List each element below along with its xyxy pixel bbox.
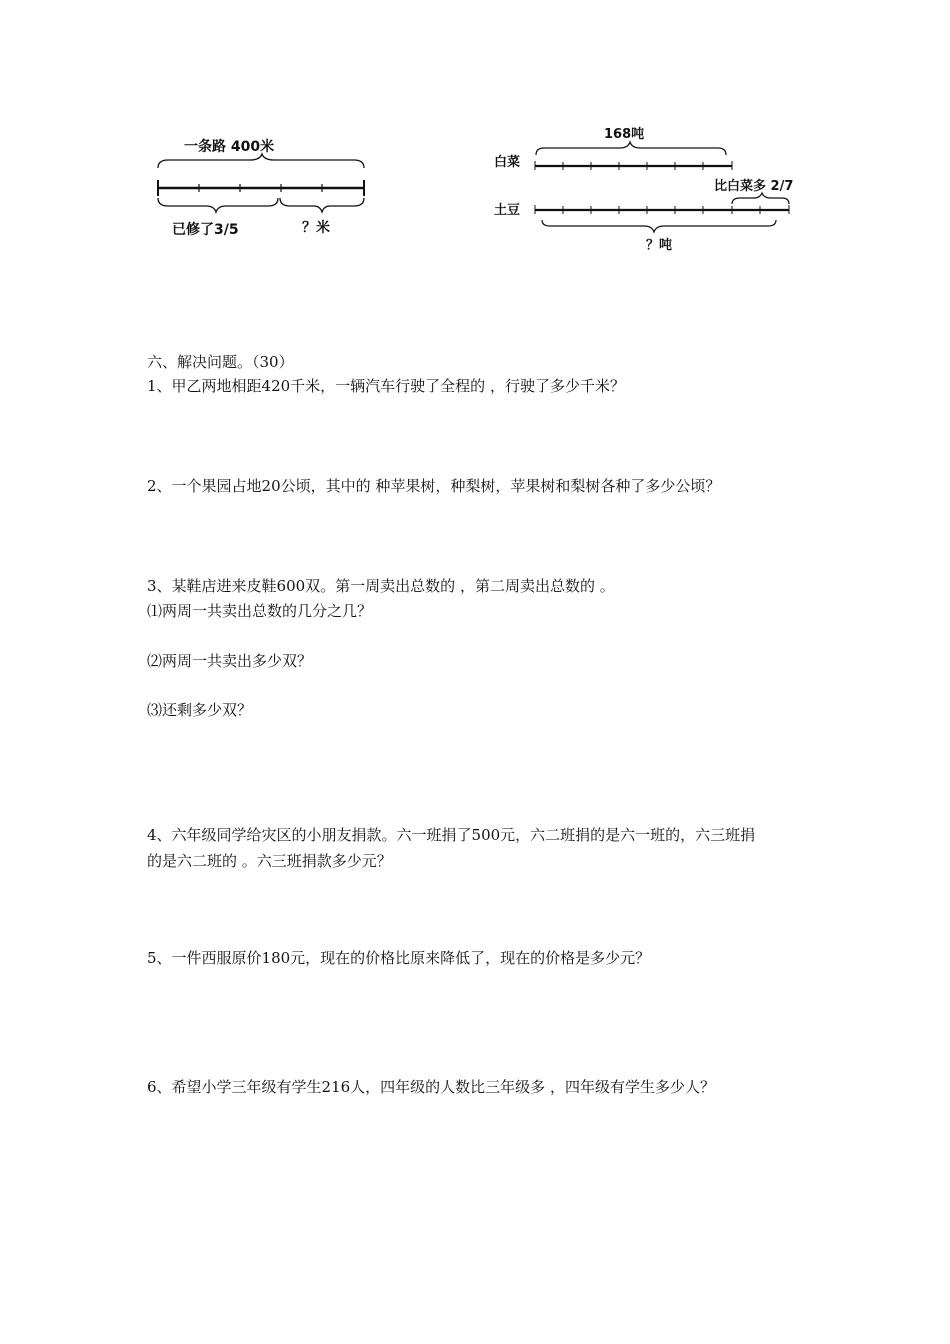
road-done-label: 已修了3/5: [172, 222, 239, 238]
road-rest-brace: [280, 198, 364, 212]
road-diagram-svg: [150, 128, 380, 243]
vegetable-diagram: [492, 118, 822, 258]
more-label: 比白菜多 2/7: [714, 179, 794, 194]
more-brace: [732, 193, 789, 204]
question-4-line-1: 4、六年级同学给灾区的小朋友捐款。六一班捐了500元，六二班捐的是六一班的，六三班捐: [147, 826, 756, 844]
cabbage-label: 白菜: [494, 155, 521, 170]
question-6: 6、希望小学三年级有学生216人，四年级的人数比三年级多 ，四年级有学生多少人？: [147, 1078, 715, 1096]
section-heading: 六、解决问题。（30）: [147, 353, 294, 371]
road-top-brace: [158, 154, 364, 168]
cabbage-brace: [536, 142, 726, 155]
potato-brace: [542, 220, 776, 232]
potato-label: 土豆: [494, 203, 521, 218]
question-3-part-3: ⑶还剩多少双？: [147, 701, 253, 719]
question-3-part-2: ⑵两周一共卖出多少双？: [147, 652, 313, 670]
question-4-line-2: 的是六二班的 。六三班捐款多少元？: [147, 852, 392, 870]
question-5: 5、一件西服原价180元，现在的价格比原来降低了，现在的价格是多少元？: [147, 949, 651, 967]
road-diagram: [150, 128, 380, 243]
question-3-part-1: ⑴两周一共卖出总数的几分之几？: [147, 602, 373, 620]
cabbage-amount-label: 168吨: [604, 127, 645, 142]
road-total-label: 一条路 400米: [184, 139, 275, 155]
potato-amount-label: ？吨: [646, 238, 673, 253]
road-done-brace: [158, 198, 278, 212]
vegetable-diagram-svg: [492, 118, 822, 258]
question-2: 2、一个果园占地20公顷，其中的 种苹果树，种梨树，苹果树和梨树各种了多少公顷？: [147, 477, 721, 495]
question-1: 1、甲乙两地相距420千米，一辆汽车行驶了全程的 ，行驶了多少千米？: [147, 377, 625, 395]
road-rest-label: ？米: [302, 220, 330, 236]
question-3: 3、某鞋店进来皮鞋600双。第一周卖出总数的 ，第二周卖出总数的 。: [147, 577, 615, 595]
